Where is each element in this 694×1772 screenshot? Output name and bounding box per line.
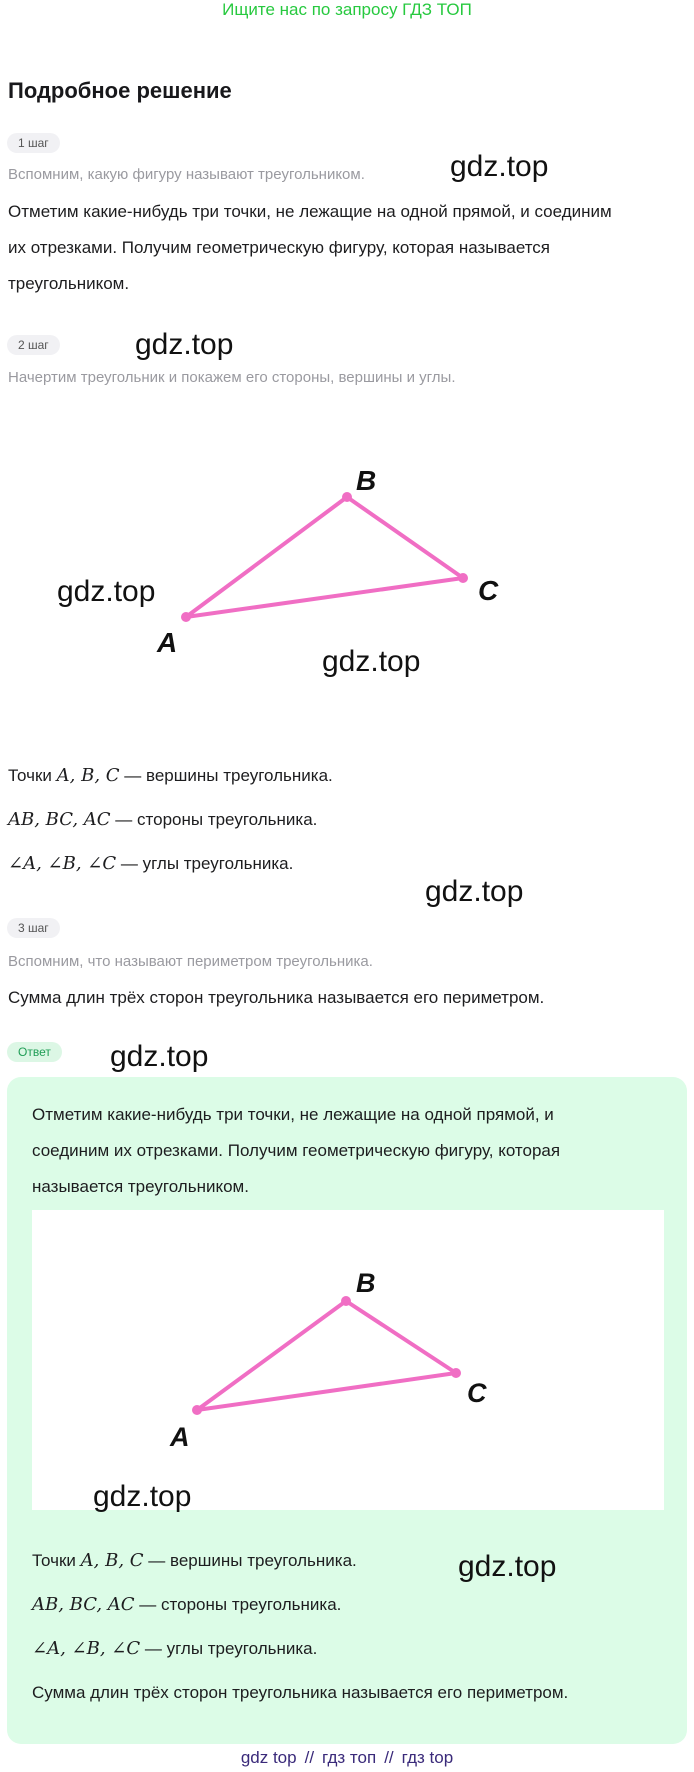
vertex-c-label: C <box>478 575 499 606</box>
vertex-a-dot <box>181 612 191 622</box>
text-line: Отметим какие-нибудь три точки, не лежащие на одной прямой, и <box>32 1105 554 1124</box>
watermark: gdz.top <box>322 645 421 678</box>
step-1-text <box>8 194 612 302</box>
triangle-diagram <box>0 440 694 670</box>
watermark: gdz.top <box>110 1040 209 1073</box>
vertex-a-label: A <box>170 1422 190 1452</box>
text-line: соединим их отрезками. Получим геометрическую фигуру, которая <box>32 1141 561 1160</box>
angles-line: ∠A, ∠B, ∠C — углы треугольника. <box>32 1638 318 1659</box>
footer-link[interactable]: гдз топ <box>322 1748 377 1767</box>
text-line: треугольником. <box>8 274 130 293</box>
step-3-text: Сумма длин трёх сторон треугольника называется его периметром. <box>8 988 545 1007</box>
step-2-hint: Начертим треугольник и покажем его стороны, вершины и углы. <box>8 369 456 386</box>
step-1-badge: 1 шаг <box>7 133 60 153</box>
top-banner: Ищите нас по запросу ГДЗ ТОП <box>222 0 472 19</box>
footer-link[interactable]: gdz top <box>240 1748 297 1767</box>
footer-separator: // <box>304 1748 315 1767</box>
page-title: Подробное решение <box>8 78 232 103</box>
step-1-hint: Вспомним, какую фигуру называют треугольником. <box>8 166 365 183</box>
vertex-a-dot <box>192 1405 202 1415</box>
watermark: gdz.top <box>458 1550 557 1583</box>
answer-badge: Ответ <box>7 1042 62 1062</box>
footer-separator: // <box>384 1748 394 1767</box>
step-2-badge: 2 шаг <box>7 335 60 355</box>
vertex-b-label: B <box>356 1268 376 1298</box>
vertices-line: Точки A, B, C — вершины треугольника. <box>8 765 333 786</box>
step-3-badge: 3 шаг <box>7 918 60 938</box>
watermark: gdz.top <box>57 575 156 608</box>
vertices-line: Точки A, B, C — вершины треугольника. <box>32 1550 357 1571</box>
answer-text <box>32 1097 560 1205</box>
vertex-c-dot <box>451 1368 461 1378</box>
footer-link[interactable]: гдз top <box>401 1748 454 1767</box>
triangle-outline <box>197 1301 456 1410</box>
vertex-b-dot <box>341 1296 351 1306</box>
perimeter-line: Сумма длин трёх сторон треугольника называется его периметром. <box>32 1683 569 1702</box>
text-line: называется треугольником. <box>32 1177 249 1196</box>
vertex-a-label: A <box>157 627 178 658</box>
vertex-c-label: C <box>467 1378 487 1408</box>
sides-line: AB, BC, AC — стороны треугольника. <box>32 1594 342 1615</box>
step-2-lines <box>8 758 333 882</box>
vertex-b-dot <box>342 492 352 502</box>
vertex-c-dot <box>458 573 468 583</box>
footer-links <box>0 1748 694 1768</box>
watermark: gdz.top <box>425 875 524 908</box>
answer-triangle-diagram <box>32 1210 664 1510</box>
watermark: gdz.top <box>135 328 234 361</box>
angles-line: ∠A, ∠B, ∠C — углы треугольника. <box>8 853 294 874</box>
watermark: gdz.top <box>450 150 549 183</box>
text-line: их отрезками. Получим геометрическую фигуру, которая называется <box>8 238 551 257</box>
vertex-b-label: B <box>356 465 377 496</box>
step-3-hint: Вспомним, что называют периметром треугольника. <box>8 953 373 970</box>
sides-line: AB, BC, AC — стороны треугольника. <box>8 809 318 830</box>
watermark: gdz.top <box>93 1480 192 1513</box>
text-line: Отметим какие-нибудь три точки, не лежащие на одной прямой, и соединим <box>8 202 612 221</box>
triangle-outline <box>186 497 463 617</box>
